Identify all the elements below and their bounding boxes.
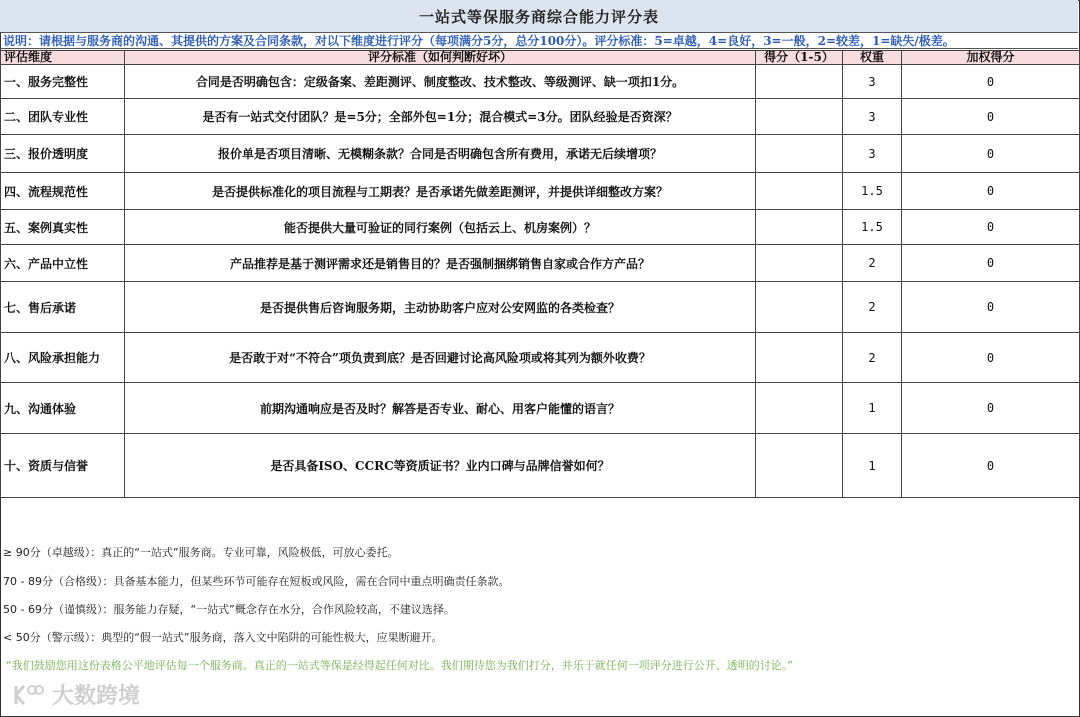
- table-row: [1, 383, 1080, 434]
- weight-cell: 3: [843, 65, 902, 99]
- criteria-cell: 是否提供售后咨询服务期，主动协助客户应对公安网监的各类检查？: [125, 282, 756, 333]
- weighted-score-cell: 0: [902, 383, 1080, 434]
- weighted-score-cell: 0: [902, 99, 1080, 135]
- header-weighted-score: 加权得分: [902, 51, 1080, 65]
- score-input-cell[interactable]: [756, 383, 843, 434]
- weight-cell: 2: [843, 333, 902, 383]
- dimension-cell: 八、风险承担能力: [1, 333, 125, 383]
- table-row: [1, 434, 1080, 498]
- weight-cell: 1.5: [843, 173, 902, 210]
- instructions-note: 说明：请根据与服务商的沟通、其提供的方案及合同条款，对以下维度进行评分（每项满分5分，总分100分）。评分标准：5=卓越，4=良好，3=一般，2=较差，1=缺失/极差。: [0, 33, 1078, 49]
- criteria-cell: 能否提供大量可验证的同行案例（包括云上、机房案例）？: [125, 210, 756, 245]
- level-caution: 50 - 69分（谨慎级）：服务能力存疑，“一站式”概念存在水分，合作风险较高，不建议选择。: [3, 603, 455, 616]
- dimension-cell: 七、售后承诺: [1, 282, 125, 333]
- dimension-cell: 四、流程规范性: [1, 173, 125, 210]
- weighted-score-cell: 0: [902, 65, 1080, 99]
- level-warning: < 50分（警示级）：典型的“假一站式”服务商，落入文中陷阱的可能性极大，应果断避开。: [3, 631, 443, 644]
- table-row: [1, 99, 1080, 135]
- watermark: [12, 679, 140, 710]
- table-row: [1, 210, 1080, 245]
- weighted-score-cell: 0: [902, 210, 1080, 245]
- dimension-cell: 十、资质与信誉: [1, 434, 125, 498]
- weight-cell: 3: [843, 135, 902, 173]
- score-input-cell[interactable]: [756, 210, 843, 245]
- header-weight: 权重: [843, 51, 902, 65]
- table-row: [1, 245, 1080, 282]
- criteria-cell: 是否有一站式交付团队？是=5分；全部外包=1分；混合模式=3分。团队经验是否资深？: [125, 99, 756, 135]
- criteria-cell: 报价单是否项目清晰、无模糊条款？合同是否明确包含所有费用，承诺无后续增项？: [125, 135, 756, 173]
- weighted-score-cell: 0: [902, 173, 1080, 210]
- weight-cell: 2: [843, 282, 902, 333]
- table-header-row: [1, 51, 1080, 65]
- level-excellent: ≥ 90分（卓越级）：真正的“一站式”服务商。专业可靠，风险极低，可放心委托。: [3, 546, 399, 559]
- dimension-cell: 一、服务完整性: [1, 65, 125, 99]
- weighted-score-cell: 0: [902, 245, 1080, 282]
- score-input-cell[interactable]: [756, 65, 843, 99]
- criteria-cell: 前期沟通响应是否及时？解答是否专业、耐心、用客户能懂的语言？: [125, 383, 756, 434]
- level-qualified: 70 - 89分（合格级）：具备基本能力，但某些环节可能存在短板或风险，需在合同中重点明确责任条款。: [3, 575, 510, 588]
- weight-cell: 3: [843, 99, 902, 135]
- weighted-score-cell: 0: [902, 333, 1080, 383]
- score-input-cell[interactable]: [756, 245, 843, 282]
- score-level-summary: [0, 497, 1078, 715]
- table-row: [1, 282, 1080, 333]
- criteria-cell: 是否敢于对“不符合”项负责到底？是否回避讨论高风险项或将其列为额外收费？: [125, 333, 756, 383]
- criteria-cell: 合同是否明确包含：定级备案、差距测评、制度整改、技术整改、等级测评、缺一项扣1分。: [125, 65, 756, 99]
- table-row: [1, 135, 1080, 173]
- closing-quote: “我们鼓励您用这份表格公平地评估每一个服务商。真正的一站式等保是经得起任何对比。我们期待您为我们打分，并乐于就任何一项评分进行公开、透明的讨论。”: [6, 659, 793, 672]
- header-criteria: 评分标准（如何判断好坏）: [125, 51, 756, 65]
- weighted-score-cell: 0: [902, 135, 1080, 173]
- table-row: [1, 173, 1080, 210]
- table-row: [1, 333, 1080, 383]
- score-input-cell[interactable]: [756, 434, 843, 498]
- weight-cell: 2: [843, 245, 902, 282]
- score-table: [0, 50, 1080, 498]
- weighted-score-cell: 0: [902, 434, 1080, 498]
- table-row: [1, 65, 1080, 99]
- weighted-score-cell: 0: [902, 282, 1080, 333]
- weight-cell: 1: [843, 383, 902, 434]
- weight-cell: 1.5: [843, 210, 902, 245]
- weight-cell: 1: [843, 434, 902, 498]
- header-score: 得分（1-5）: [756, 51, 843, 65]
- criteria-cell: 是否提供标准化的项目流程与工期表？是否承诺先做差距测评，并提供详细整改方案？: [125, 173, 756, 210]
- dimension-cell: 五、案例真实性: [1, 210, 125, 245]
- watermark-text: 大数跨境: [52, 684, 141, 709]
- header-dimension: 评估维度: [1, 51, 125, 65]
- score-input-cell[interactable]: [756, 333, 843, 383]
- criteria-cell: 是否具备ISO、CCRC等资质证书？业内口碑与品牌信誉如何？: [125, 434, 756, 498]
- dimension-cell: 九、沟通体验: [1, 383, 125, 434]
- dimension-cell: 六、产品中立性: [1, 245, 125, 282]
- dimension-cell: 三、报价透明度: [1, 135, 125, 173]
- score-input-cell[interactable]: [756, 99, 843, 135]
- watermark-logo-icon: [12, 682, 46, 708]
- score-input-cell[interactable]: [756, 135, 843, 173]
- sheet-title: 一站式等保服务商综合能力评分表: [0, 0, 1078, 33]
- score-input-cell[interactable]: [756, 173, 843, 210]
- score-input-cell[interactable]: [756, 282, 843, 333]
- dimension-cell: 二、团队专业性: [1, 99, 125, 135]
- criteria-cell: 产品推荐是基于测评需求还是销售目的？是否强制捆绑销售自家或合作方产品？: [125, 245, 756, 282]
